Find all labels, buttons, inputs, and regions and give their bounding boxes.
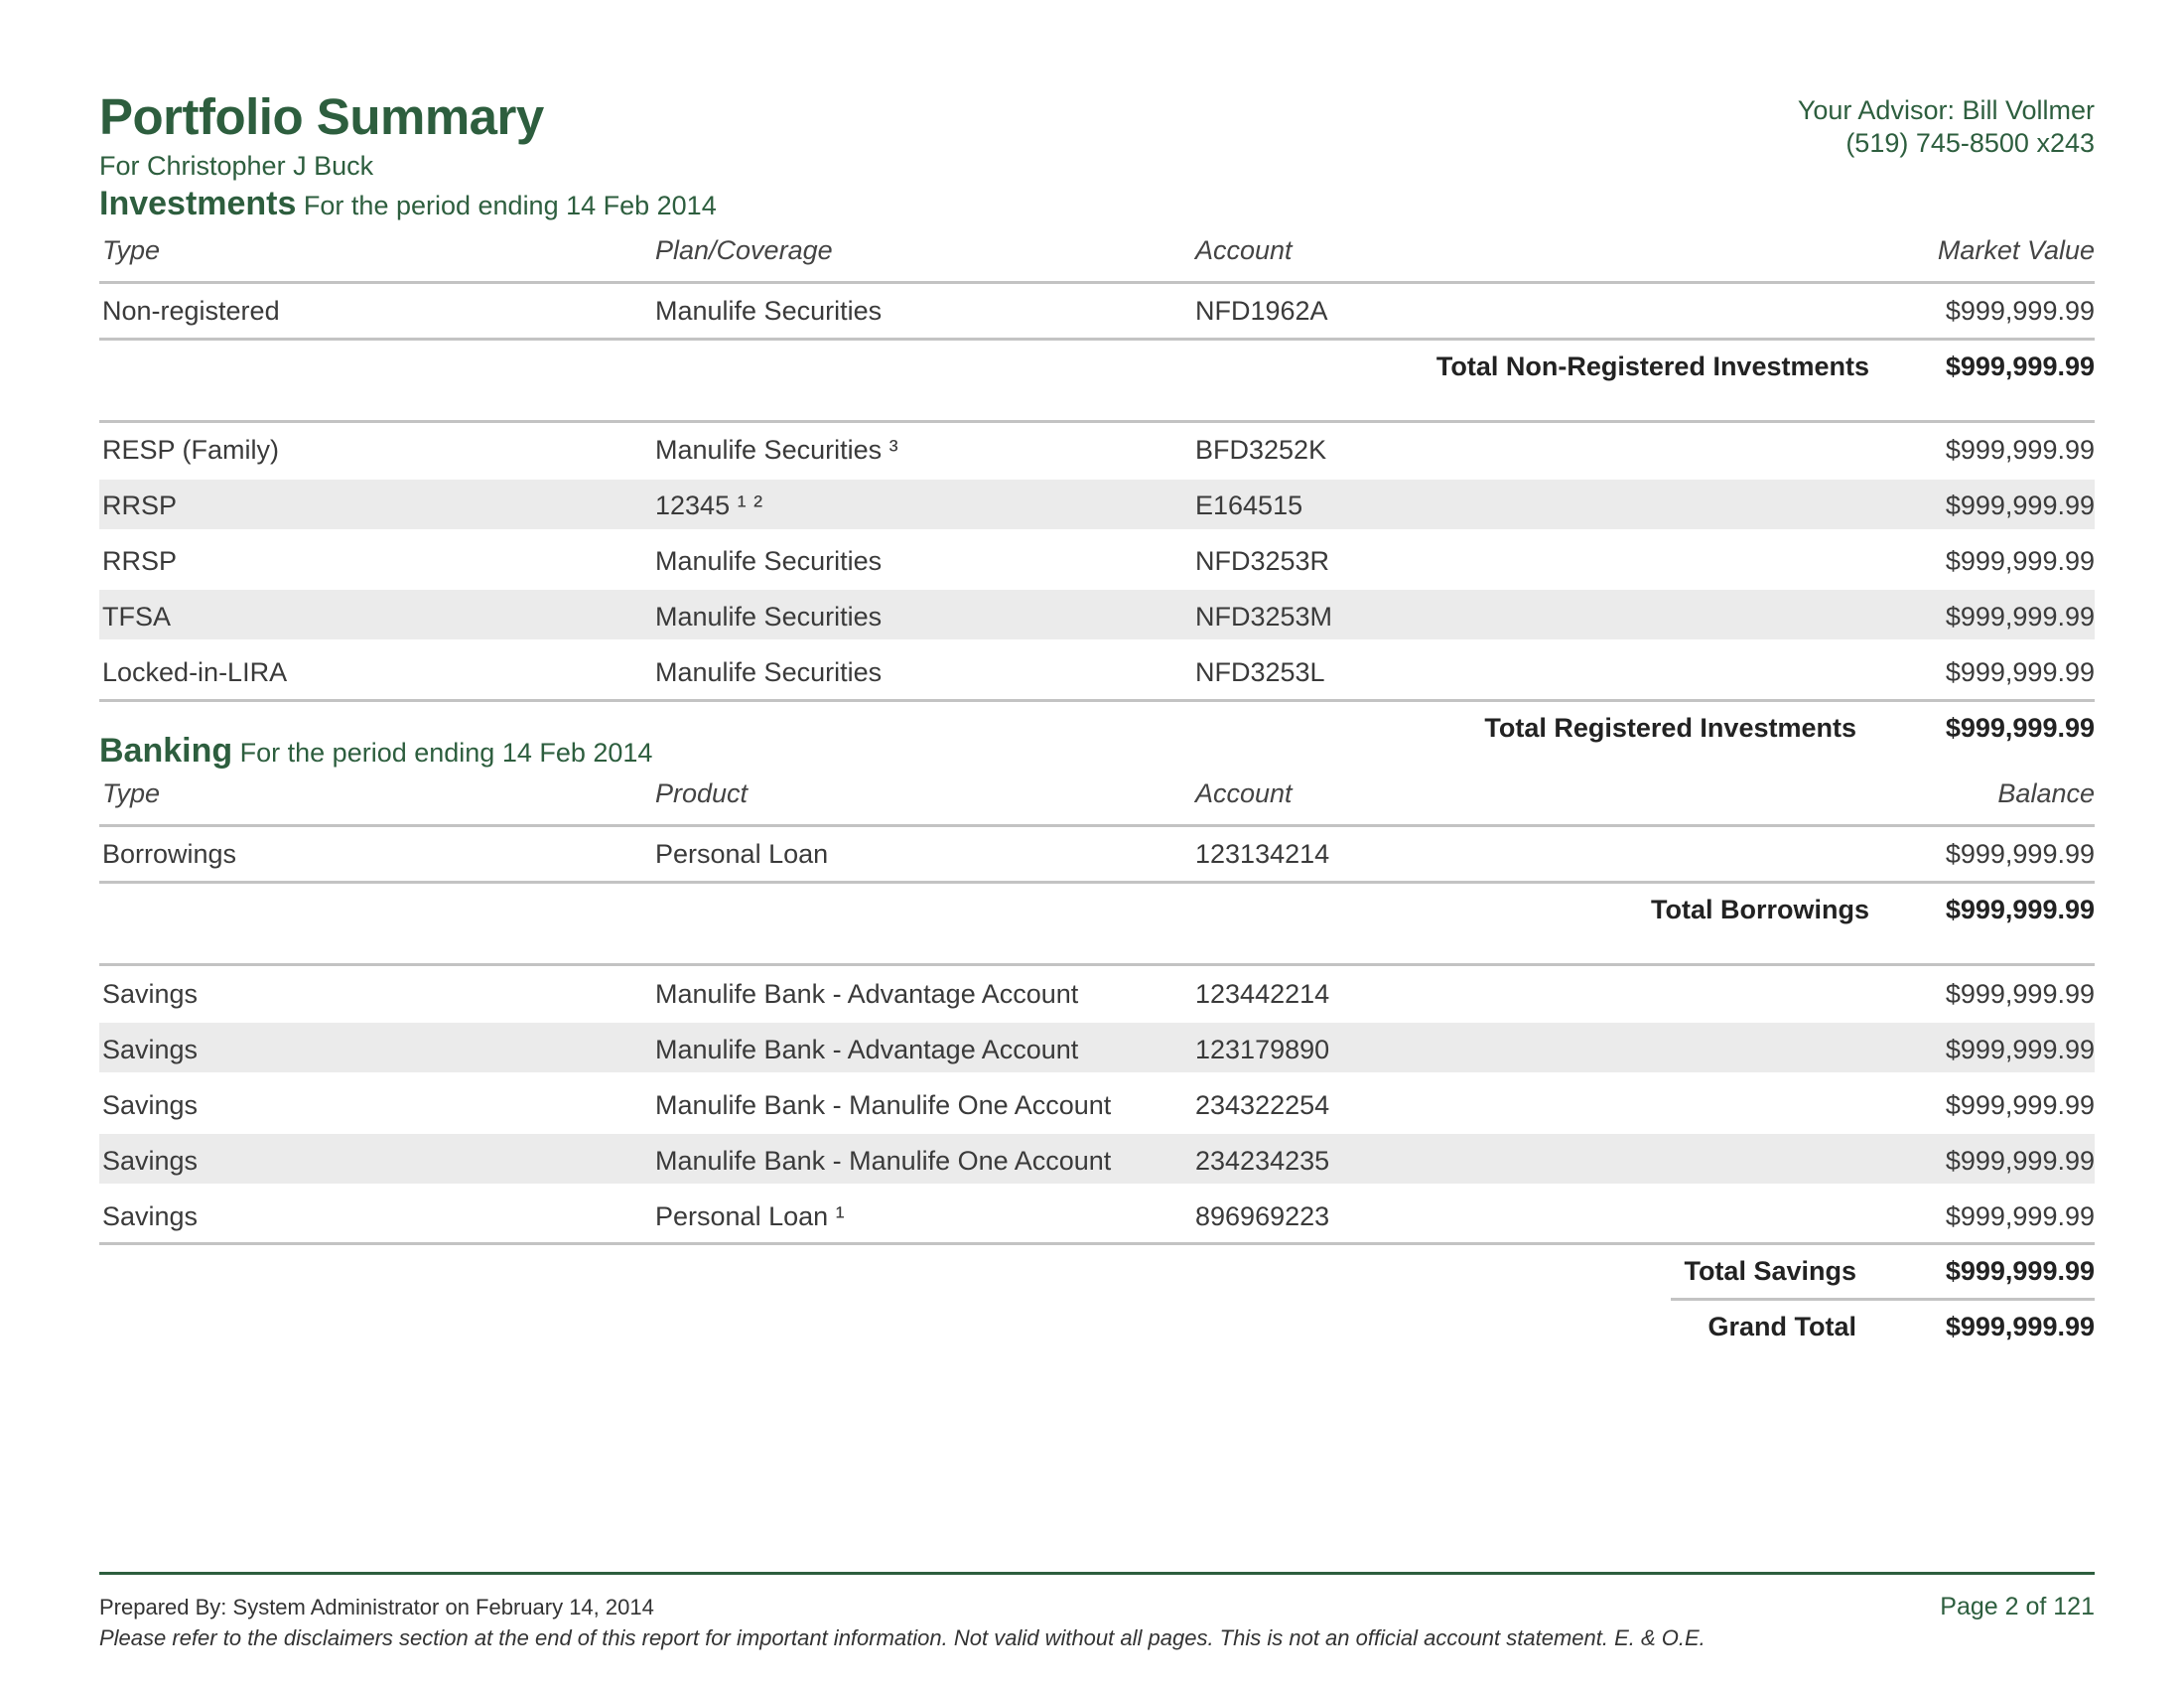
table-row-value: $999,999.99 [1945, 839, 2095, 869]
divider [99, 1242, 2095, 1245]
grand-total-divider [1671, 1298, 2095, 1301]
inv-col-value: Market Value [1937, 235, 2095, 265]
bank-col-balance: Balance [1997, 778, 2095, 808]
table-row-account: 234322254 [1195, 1090, 1330, 1120]
table-row-value: $999,999.99 [1945, 1146, 2095, 1176]
row-stripe [99, 1023, 2095, 1072]
footer-divider [99, 1572, 2095, 1575]
table-row-value: $999,999.99 [1945, 296, 2095, 326]
divider [99, 881, 2095, 884]
banking-title: Banking [99, 732, 233, 770]
table-row-type: Non-registered [102, 296, 280, 326]
table-row-value: $999,999.99 [1945, 435, 2095, 465]
page-number: Page 2 of 121 [1940, 1593, 2095, 1620]
grand-total-label: Grand Total [1707, 1312, 1856, 1341]
advisor-info [1798, 94, 2095, 160]
table-row-plan: 12345 ¹ ² [655, 491, 763, 520]
table-row-type: Savings [102, 1090, 199, 1120]
grand-total-value: $999,999.99 [1945, 1312, 2095, 1341]
investments-heading [99, 185, 717, 223]
divider [99, 338, 2095, 341]
table-row-account: 234234235 [1195, 1146, 1330, 1176]
table-row-account: NFD3253L [1195, 657, 1325, 687]
advisor-name: Your Advisor: Bill Vollmer [1797, 95, 2095, 125]
investments-title: Investments [99, 185, 297, 222]
table-row-product: Manulife Bank - Manulife One Account [655, 1146, 1112, 1176]
table-row-account: 123442214 [1195, 979, 1330, 1009]
table-row-plan: Manulife Securities ³ [655, 435, 898, 465]
divider [99, 963, 2095, 966]
table-row-type: TFSA [102, 602, 172, 632]
advisor-phone: (519) 745-8500 x243 [1845, 128, 2095, 158]
table-row-plan: Manulife Securities [655, 602, 883, 632]
table-row-value: $999,999.99 [1945, 1201, 2095, 1231]
table-row-product: Manulife Bank - Advantage Account [655, 1035, 1079, 1064]
table-row-product: Manulife Bank - Manulife One Account [655, 1090, 1112, 1120]
row-stripe [99, 480, 2095, 529]
total-borrowings-label: Total Borrowings [1651, 895, 1869, 924]
table-row-type: RRSP [102, 491, 178, 520]
divider [99, 281, 2095, 284]
table-row-account: BFD3252K [1195, 435, 1327, 465]
total-savings-value: $999,999.99 [1945, 1256, 2095, 1286]
table-row-plan: Manulife Securities [655, 657, 883, 687]
row-stripe [99, 590, 2095, 639]
divider [99, 420, 2095, 423]
table-row-account: NFD3253M [1195, 602, 1333, 632]
table-row-account: 896969223 [1195, 1201, 1330, 1231]
table-row-product: Personal Loan [655, 839, 829, 869]
table-row-value: $999,999.99 [1945, 1090, 2095, 1120]
table-row-account: NFD1962A [1195, 296, 1328, 326]
table-row-type: Savings [102, 1035, 199, 1064]
table-row-value: $999,999.99 [1945, 491, 2095, 520]
investments-period: For the period ending 14 Feb 2014 [303, 191, 717, 220]
table-row-type: Savings [102, 1201, 199, 1231]
table-row-type: RESP (Family) [102, 435, 280, 465]
table-row-account: 123134214 [1195, 839, 1330, 869]
bank-col-product: Product [655, 778, 749, 808]
total-borrowings-value: $999,999.99 [1945, 895, 2095, 924]
prepared-by: Prepared By: System Administrator on February 14, 2014 [99, 1595, 654, 1619]
banking-heading [99, 732, 652, 771]
total-registered-label: Total Registered Investments [1484, 713, 1856, 743]
inv-col-plan: Plan/Coverage [655, 235, 833, 265]
table-row-type: Savings [102, 1146, 199, 1176]
bank-col-type: Type [102, 778, 161, 808]
table-row-value: $999,999.99 [1945, 979, 2095, 1009]
table-row-account: E164515 [1195, 491, 1303, 520]
table-row-type: Borrowings [102, 839, 237, 869]
table-row-value: $999,999.99 [1945, 602, 2095, 632]
banking-period: For the period ending 14 Feb 2014 [239, 738, 653, 768]
inv-col-account: Account [1195, 235, 1293, 265]
table-row-type: RRSP [102, 546, 178, 576]
table-row-account: NFD3253R [1195, 546, 1330, 576]
client-name: For Christopher J Buck [99, 151, 374, 181]
divider [99, 824, 2095, 827]
page-title: Portfolio Summary [99, 88, 544, 145]
table-row-plan: Manulife Securities [655, 296, 883, 326]
disclaimer: Please refer to the disclaimers section at the end of this report for important information. Not valid without all pages. This is not an official account statement. E. & O.E. [99, 1625, 1706, 1650]
table-row-value: $999,999.99 [1945, 546, 2095, 576]
total-savings-label: Total Savings [1684, 1256, 1856, 1286]
bank-col-account: Account [1195, 778, 1293, 808]
table-row-type: Savings [102, 979, 199, 1009]
total-nonregistered-label: Total Non-Registered Investments [1435, 352, 1869, 381]
table-row-type: Locked-in-LIRA [102, 657, 288, 687]
table-row-account: 123179890 [1195, 1035, 1330, 1064]
table-row-plan: Manulife Securities [655, 546, 883, 576]
table-row-value: $999,999.99 [1945, 1035, 2095, 1064]
total-registered-value: $999,999.99 [1945, 713, 2095, 743]
table-row-value: $999,999.99 [1945, 657, 2095, 687]
total-nonregistered-value: $999,999.99 [1945, 352, 2095, 381]
inv-col-type: Type [102, 235, 161, 265]
table-row-product: Manulife Bank - Advantage Account [655, 979, 1079, 1009]
divider [99, 699, 2095, 702]
table-row-product: Personal Loan ¹ [655, 1201, 845, 1231]
